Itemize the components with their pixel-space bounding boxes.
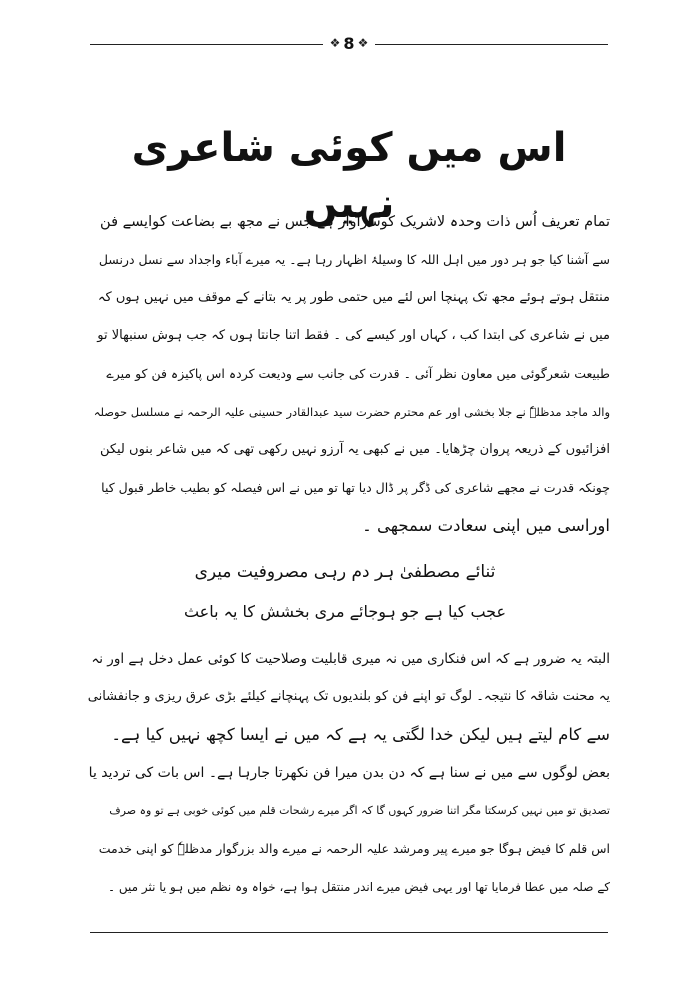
text-line: میں نے شاعری کی ابتدا کب ، کہاں اور کیسے کی ۔ فقط اتنا جانتا ہوں کہ جب ہوش سنبھالا تو	[97, 328, 610, 343]
text-line: سے آشنا کیا جو ہر دور میں اہل اللہ کا وسیلۂ اظہار رہا ہے۔ یہ میرے آباء واجداد سے نسل درنسل	[98, 252, 610, 267]
text-line: والد ماجد مدظلہٗ نے جلا بخشی اور عم محترم حضرت سید عبدالقادر حسینی علیہ الرحمہ نے مسلسل حوصلہ	[93, 405, 610, 419]
text-line: اوراسی میں اپنی سعادت سمجھی ۔	[362, 516, 610, 535]
text-line: افزائیوں کے ذریعہ پروان چڑھایا۔ میں نے کبھی یہ آرزو نہیں رکھی تھی کہ میں شاعر بنوں لیکن	[99, 442, 610, 457]
text-line: کے صلہ میں عطا فرمایا تھا اور یہی فیض میرے اندر منتقل ہوا ہے، خواہ وہ نظم میں ہو یا نثر میں ۔	[107, 880, 610, 894]
text-line: منتقل ہوتے ہوئے مجھ تک پہنچا اس لئے میں حتمی طور پر یہ بتانے کے موقف میں نہیں ہوں کہ	[97, 290, 610, 305]
page-number-ornament	[323, 30, 375, 56]
right-ornament-icon: ❖	[357, 36, 369, 50]
page-number: 8	[343, 33, 355, 53]
verse-line-1: ثنائے مصطفیٰ ہر دم رہی مصروفیت میری	[194, 562, 496, 582]
text-line: طبیعت شعرگوئی میں معاون نظر آئی ۔ قدرت کی جانب سے ودیعت کردہ اس پاکیزہ فن کو میرے	[106, 366, 610, 381]
text-line: اس قلم کا فیض ہوگا جو میرے پیر ومرشد علیہ الرحمہ نے میرے والد بزرگوار مدظلہٗ کو اپنی خدمت	[98, 841, 610, 856]
text-line: تصدیق تو میں نہیں کرسکتا مگر اتنا ضرور کہوں گا کہ اگر میرے رشحات قلم میں کوئی خوبی ہے تو وہ صرف	[109, 804, 610, 817]
footer-rule	[90, 932, 608, 933]
text-line: سے کام لیتے ہیں لیکن خدا لگتی یہ ہے کہ میں نے ایسا کچھ نہیں کیا ہے۔	[111, 725, 610, 744]
left-ornament-icon: ❖	[329, 36, 341, 50]
text-line: چونکہ قدرت نے مجھے شاعری کی ڈگر پر ڈال دیا تھا تو میں نے اس فیصلہ کو بطیب خاطر قبول کیا	[101, 480, 610, 495]
text-line: تمام تعریف اُس ذات وحدہ لاشریک کوسزاوار ہے جس نے مجھ بے بضاعت کوایسے فن	[100, 214, 610, 230]
paragraph-1	[88, 203, 610, 545]
verse-line-2: عجب کیا ہے جو ہوجائے مری بخشش کا یہ باعث	[183, 602, 507, 621]
text-line: البتہ یہ ضرور ہے کہ اس فنکاری میں نہ میری قابلیت وصلاحیت کا کوئی عمل دخل ہے اور نہ	[91, 651, 610, 667]
paragraph-2	[88, 640, 610, 754]
text-line: یہ محنت شاقہ کا نتیجہ۔ لوگ تو اپنے فن کو بلندیوں تک پہنچانے کیلئے بڑی عرق ریزی و جانفشانی	[88, 689, 610, 704]
paragraph-3	[88, 754, 610, 906]
text-line: بعض لوگوں سے میں نے سنا ہے کہ دن بدن میرا فن نکھرتا جارہا ہے۔ اس بات کی تردید یا	[88, 765, 610, 781]
page-title: اس میں کوئی شاعری نہیں	[131, 125, 567, 227]
